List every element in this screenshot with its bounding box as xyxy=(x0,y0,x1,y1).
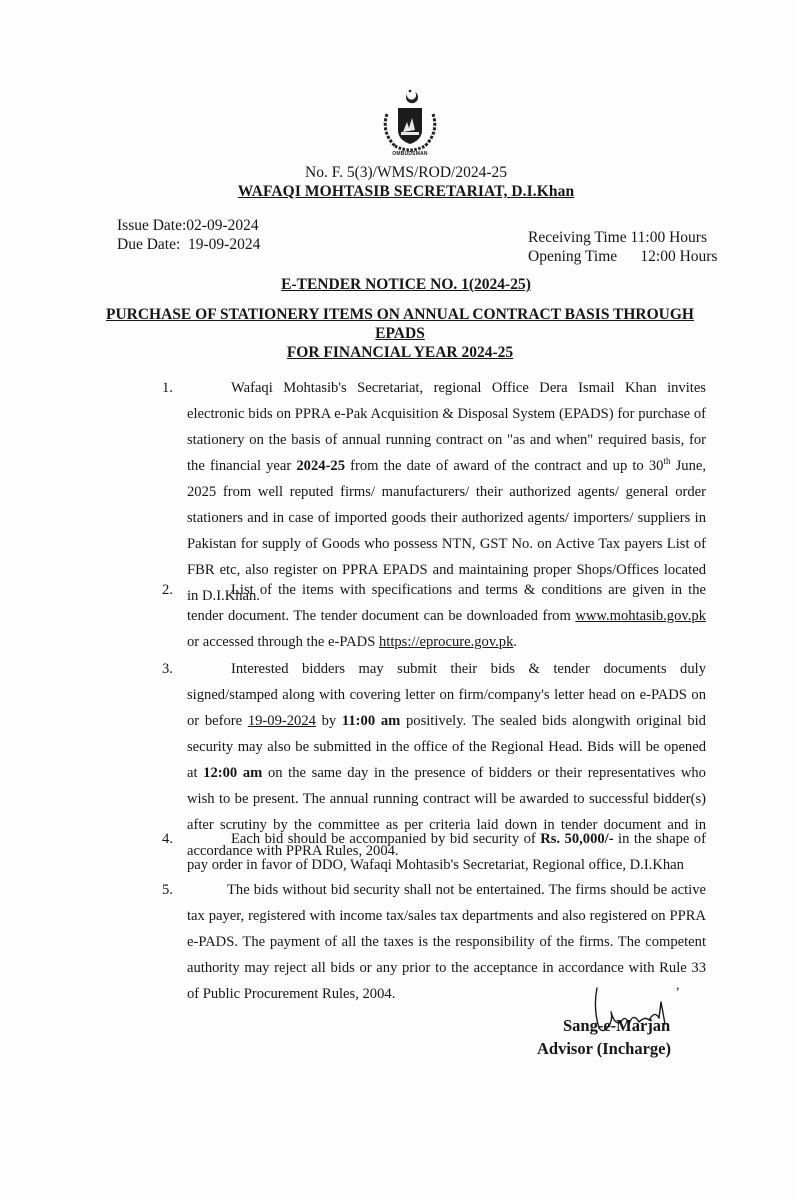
text: Interested bidders may submit their bids & tender documents duly signed/stamped along with covering letter on firm/company's letter head on e-PADS on or before xyxy=(187,661,706,729)
paragraph-number: 1. xyxy=(162,380,173,396)
reference-number: No. F. 5(3)/WMS/ROD/2024-25 xyxy=(305,164,507,181)
text: . xyxy=(513,634,518,650)
text: Wafaqi Mohtasib's Secretariat, regional Office Dera Ismail Khan invites electronic bids on PPRA e-Pak Acquisition & Disposal System (EPADS) for purchase of stationery on the basis of annual running contract on "as and when" required basis, for the financial year xyxy=(187,380,706,474)
opening-time xyxy=(528,247,717,266)
subject-line-2: FOR FINANCIAL YEAR 2024-25 xyxy=(286,344,514,361)
signatory-title: Advisor (Incharge) xyxy=(537,1039,671,1058)
text: Each bid should be accompanied by bid security of xyxy=(231,831,541,847)
organization-name: WAFAQI MOHTASIB SECRETARIAT, D.I.Khan xyxy=(237,183,575,200)
submission-time: 11:00 am xyxy=(341,713,401,729)
issue-date-label: Issue Date: xyxy=(117,217,187,234)
submission-date: 19-09-2024 xyxy=(247,713,316,729)
paragraph-number: 5. xyxy=(162,882,173,898)
text: List of the items with specifications and terms & conditions are given in the tender document. The tender document can be downloaded from xyxy=(187,582,706,624)
paragraph-body xyxy=(187,577,706,655)
due-date-value: 19-09-2024 xyxy=(188,236,261,253)
emblem-caption: OMBUDSMAN xyxy=(392,151,428,157)
paragraph-body xyxy=(187,826,706,878)
text: in the shape of pay order in favor of DDO, Wafaqi Mohtasib's Secretariat, Regional office, D.I.Khan xyxy=(187,831,706,873)
bid-security-amount: Rs. 50,000/- xyxy=(540,831,614,847)
subject-line-1: PURCHASE OF STATIONERY ITEMS ON ANNUAL CONTRACT BASIS THROUGH EPADS xyxy=(106,306,694,342)
due-date-label: Due Date: xyxy=(117,236,181,253)
dates-block xyxy=(117,216,260,254)
paragraph-body xyxy=(187,375,706,609)
due-date xyxy=(117,235,260,254)
receiving-time xyxy=(528,228,717,247)
receiving-time-value: 11:00 Hours xyxy=(630,229,707,246)
paragraph-number: 4. xyxy=(162,831,173,847)
times-block xyxy=(528,228,717,266)
opening-time-inline: 12:00 am xyxy=(203,765,263,781)
signatory-name: Sang-e-Marjan xyxy=(563,1016,671,1035)
paragraph-number: 2. xyxy=(162,582,173,598)
text: The bids without bid security shall not be entertained. The firms should be active tax payer, registered with income tax/sales tax departments and also registered on PPRA e-PADS. The payment of all the taxes is the responsibility of the firms. The competent authority may reject all bids or any prior to the acceptance in accordance with Rule 33 of Public Procurement Rules, 2004. xyxy=(187,882,706,1002)
financial-year: 2024-25 xyxy=(296,458,346,474)
text: positively. The sealed bids alongwith original bid security may also be submitted in the office of the Regional Head. Bids will be opened at xyxy=(187,713,706,781)
ombudsman-emblem-icon xyxy=(377,88,443,160)
mohtasib-website-link[interactable]: www.mohtasib.gov.pk xyxy=(575,608,706,624)
text: or accessed through the e-PADS xyxy=(187,634,379,650)
notice-subject xyxy=(88,305,712,362)
issue-date xyxy=(117,216,260,235)
notice-title: E-TENDER NOTICE NO. 1(2024-25) xyxy=(281,276,531,293)
text: June, 2025 from well reputed firms/ manufacturers/ their authorized agents/ general order stationers and in case of imported goods their authorized agents/ importers/ suppliers in Pakistan for supply of Goods who possess NTN, GST No. on Active Tax payers List of FBR etc, also register on PPRA EPADS and maintaining proper Shops/Offices located in D.I.Khan. xyxy=(187,458,706,604)
paragraph-number: 3. xyxy=(162,661,173,677)
text: by xyxy=(315,713,342,729)
ordinal-suffix: th xyxy=(663,456,671,467)
issue-date-value: 02-09-2024 xyxy=(186,217,259,234)
opening-time-value: 12:00 Hours xyxy=(640,248,718,265)
opening-time-label: Opening Time xyxy=(528,248,618,265)
text: on the same day in the presence of bidders or their representatives who wish to be present. The annual running contract will be awarded to successful bidder(s) after scrutiny by the committee as per criteria laid down in tender document and in accordance with PPRA Rules, 2004. xyxy=(187,765,706,859)
signature-tick: , xyxy=(676,978,680,993)
receiving-time-label: Receiving Time xyxy=(528,229,627,246)
text: from the date of award of the contract and up to 30 xyxy=(345,458,664,474)
eprocure-website-link[interactable]: https://eprocure.gov.pk xyxy=(378,634,514,650)
